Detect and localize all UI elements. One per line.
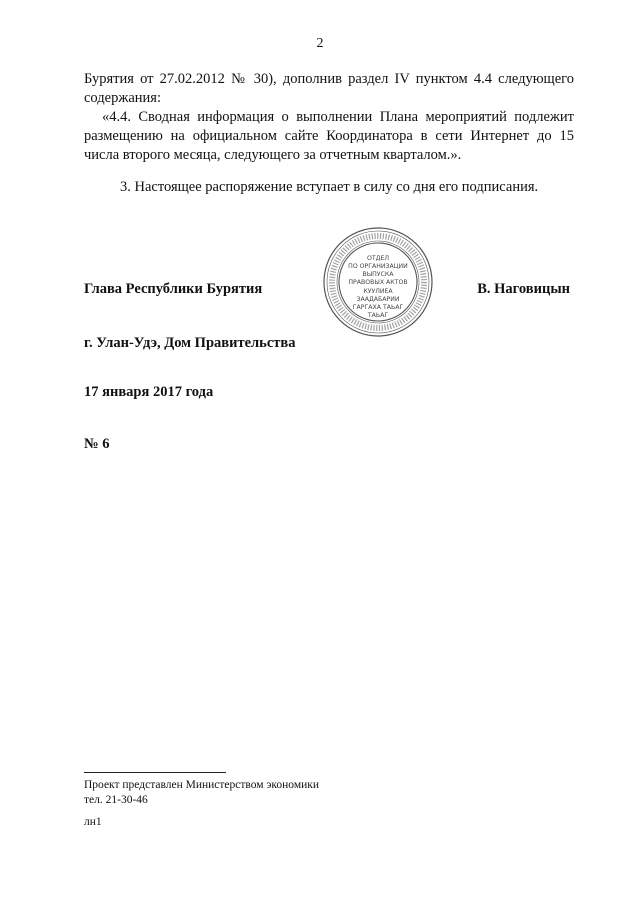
seal-text-4: ПРАВОВЫХ АКТОВ (348, 279, 408, 286)
clause-3-text: 3. Настоящее распоряжение вступает в силу со дня его подписания. (120, 179, 539, 195)
signing-date: 17 января 2017 года (84, 384, 214, 400)
signing-place: г. Улан-Удэ, Дом Правительства (84, 335, 296, 351)
quote-text: «4.4. Сводная информация о выполнении Плана мероприятий подлежит размещению на официальном сайте Координатора в сети Интернет до 15 числа второго месяца, следующего за отчетным кварталом.». (84, 109, 574, 163)
document-number: № 6 (84, 436, 110, 452)
footnote-code: лн1 (84, 816, 102, 828)
seal-text-5: КУУЛИЕА (363, 288, 393, 295)
seal-text-8: ТАЬАГ (367, 312, 389, 319)
signer-name: В. Наговицын (477, 281, 570, 297)
official-seal (322, 226, 434, 338)
seal-text-3: ВЫПУСКА (362, 271, 394, 278)
footnote-phone: тел. 21-30-46 (84, 794, 148, 806)
intro-paragraph (84, 70, 574, 108)
footnote-author: Проект представлен Министерством экономики (84, 779, 320, 791)
seal-text-6: ЗААДАБАРИИ (356, 296, 400, 303)
seal-text-1: ОТДЕЛ (366, 255, 390, 262)
quote-paragraph (84, 108, 574, 165)
footnote-divider (84, 772, 226, 773)
clause-3-paragraph (84, 178, 574, 197)
seal-text-7: ГАРГАХА ТАЬАГ (352, 304, 404, 311)
page-number: 2 (316, 36, 324, 51)
seal-text-2: ПО ОРГАНИЗАЦИИ (348, 263, 408, 270)
intro-text: Бурятия от 27.02.2012 № 30), дополнив раздел IV пунктом 4.4 следующего содержания: (84, 71, 574, 106)
signer-position: Глава Республики Бурятия (84, 281, 263, 297)
